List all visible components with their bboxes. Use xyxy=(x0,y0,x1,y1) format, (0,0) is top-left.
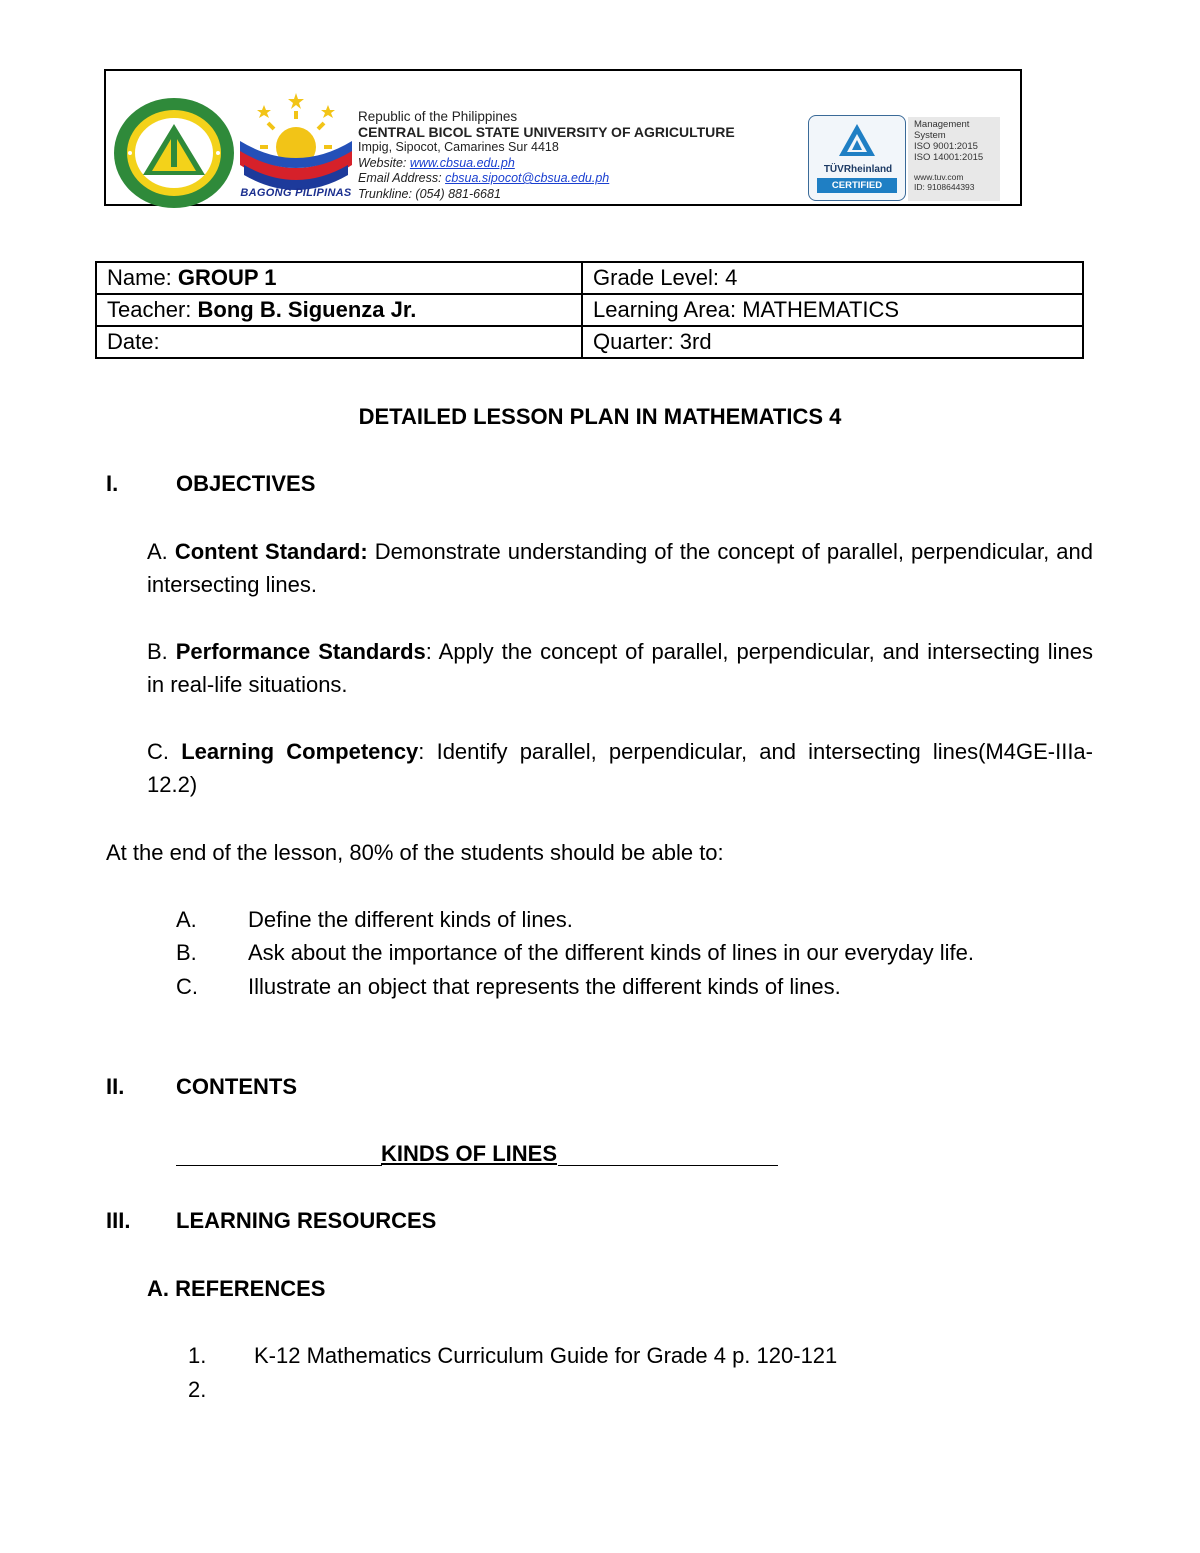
iso-9001: ISO 9001:2015 xyxy=(914,141,978,152)
management-system-box xyxy=(908,117,1000,201)
section-numeral: I. xyxy=(106,471,119,496)
section-heading-objectives: OBJECTIVES xyxy=(176,471,316,496)
underline-right xyxy=(558,1165,778,1166)
email-label: Email Address: xyxy=(358,171,446,185)
learning-competency xyxy=(147,735,1093,801)
contents-topic: KINDS OF LINES xyxy=(381,1141,558,1166)
table-row xyxy=(96,294,1083,326)
list-letter: C. xyxy=(147,739,182,764)
section-numeral: III. xyxy=(106,1208,131,1233)
objective-item: Illustrate an object that represents the different kinds of lines. xyxy=(248,974,841,999)
list-number: 1. xyxy=(188,1343,207,1368)
university-name: CENTRAL BICOL STATE UNIVERSITY OF AGRICULTURE xyxy=(358,123,735,140)
list-letter: A. xyxy=(147,539,175,564)
reference-item: K-12 Mathematics Curriculum Guide for Grade 4 p. 120-121 xyxy=(254,1343,838,1368)
document-title: DETAILED LESSON PLAN IN MATHEMATICS 4 xyxy=(358,404,842,429)
website-link[interactable]: www.cbsua.edu.ph xyxy=(409,155,515,170)
underline-left xyxy=(176,1165,382,1166)
list-number: 2. xyxy=(188,1377,207,1402)
university-seal-logo xyxy=(112,97,236,209)
learning-competency-text: : Identify parallel, perpendicular, and intersecting lines(M4GE-IIIa-12.2) xyxy=(147,739,1093,797)
website-label: Website: xyxy=(358,155,410,170)
name-cell xyxy=(96,262,582,294)
section-numeral: II. xyxy=(106,1074,125,1099)
table-row xyxy=(96,326,1083,358)
references-heading: A. REFERENCES xyxy=(147,1276,326,1301)
email-link[interactable]: cbsua.sipocot@cbsua.edu.ph xyxy=(445,171,610,185)
learning-competency-heading: Learning Competency xyxy=(181,739,419,764)
mgmt-title: Management xyxy=(914,119,970,130)
tuv-id: ID: 9108644393 xyxy=(914,181,975,192)
content-standard xyxy=(147,535,1093,601)
content-standard-heading: Content Standard: xyxy=(174,539,368,564)
republic-text: Republic of the Philippines xyxy=(358,109,518,124)
lesson-info-table xyxy=(95,261,1084,359)
list-letter: B. xyxy=(176,940,197,965)
bagong-pilipinas-text: BAGONG PILIPINAS xyxy=(240,187,352,199)
performance-standards-heading: Performance Standards xyxy=(175,639,426,664)
objective-item: Define the different kinds of lines. xyxy=(248,907,573,932)
website-line xyxy=(358,156,818,172)
objectives-intro: At the end of the lesson, 80% of the students should be able to: xyxy=(106,840,724,865)
tuv-certified-badge xyxy=(808,115,906,201)
quarter-cell: Quarter: 3rd xyxy=(582,326,1083,358)
list-letter: C. xyxy=(176,974,198,999)
name-label: Name: xyxy=(107,265,178,290)
tuv-url: www.tuv.com xyxy=(914,172,964,182)
letterhead xyxy=(104,69,1022,206)
section-heading-resources: LEARNING RESOURCES xyxy=(176,1208,437,1233)
university-address: Impig, Sipocot, Camarines Sur 4418 xyxy=(358,140,559,154)
learning-area-cell: Learning Area: MATHEMATICS xyxy=(582,294,1083,326)
tuv-triangle-icon xyxy=(837,122,877,160)
list-letter: A. xyxy=(176,907,197,932)
performance-standards xyxy=(147,635,1093,701)
content-standard-text: Demonstrate understanding of the concept of parallel, perpendicular, and intersecting lines. xyxy=(147,539,1093,597)
mgmt-system: System xyxy=(914,130,946,141)
list-letter: B. xyxy=(147,639,176,664)
objective-item: Ask about the importance of the different kinds of lines in our everyday life. xyxy=(248,940,974,965)
performance-standards-text: : Apply the concept of parallel, perpendicular, and intersecting lines in real-life situations. xyxy=(147,639,1093,697)
email-line xyxy=(358,171,818,187)
table-row xyxy=(96,262,1083,294)
trunkline-text: Trunkline: (054) 881-6681 xyxy=(358,186,501,201)
grade-cell: Grade Level: 4 xyxy=(582,262,1083,294)
tuv-certified-label: CERTIFIED xyxy=(817,178,897,193)
teacher-label: Teacher: xyxy=(107,297,198,322)
tuv-name: TÜVRheinland xyxy=(823,164,893,175)
teacher-cell xyxy=(96,294,582,326)
teacher-value: Bong B. Siguenza Jr. xyxy=(197,297,417,322)
date-cell: Date: xyxy=(96,326,582,358)
section-heading-contents: CONTENTS xyxy=(176,1074,297,1099)
iso-14001: ISO 14001:2015 xyxy=(914,152,984,163)
university-info xyxy=(358,109,818,202)
name-value: GROUP 1 xyxy=(177,265,277,290)
